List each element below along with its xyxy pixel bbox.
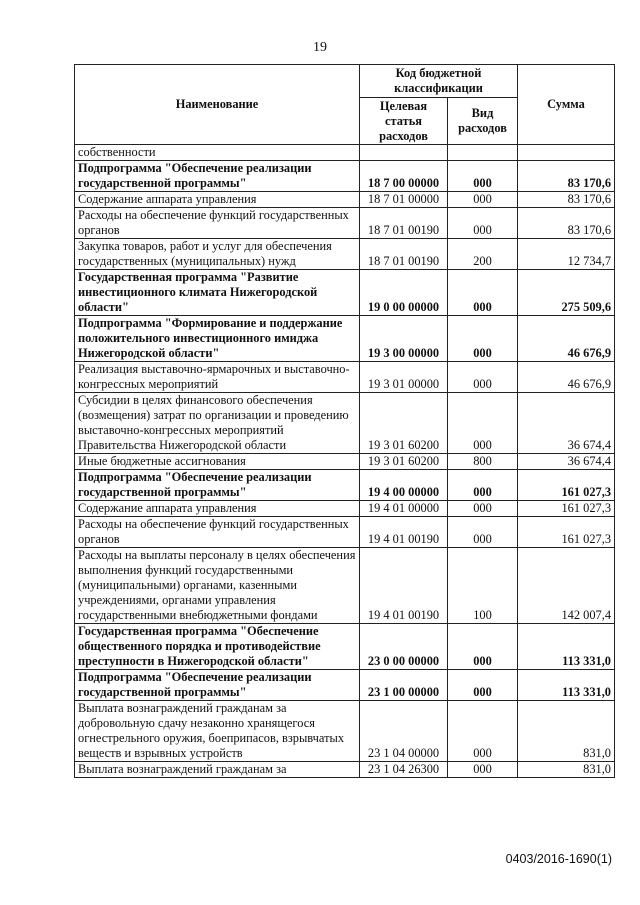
table-row	[75, 454, 615, 470]
row-target-code: 23 1 04 26300	[360, 762, 448, 778]
table-body	[75, 145, 615, 778]
table-row	[75, 316, 615, 362]
row-expense-type: 000	[448, 393, 518, 454]
table-row	[75, 670, 615, 701]
table-row	[75, 548, 615, 624]
row-name: Содержание аппарата управления	[75, 192, 360, 208]
header-classification: Код бюджетной классификации	[360, 65, 518, 98]
row-target-code: 18 7 00 00000	[360, 161, 448, 192]
row-name: Государственная программа "Обеспечение общественного порядка и противодействие преступности в Нижегородской области"	[75, 624, 360, 670]
row-expense-type: 000	[448, 192, 518, 208]
table-header	[75, 65, 615, 145]
table-row	[75, 161, 615, 192]
table-row	[75, 762, 615, 778]
row-target-code: 19 4 01 00190	[360, 548, 448, 624]
row-target-code: 18 7 01 00190	[360, 239, 448, 270]
row-sum: 831,0	[518, 762, 615, 778]
row-name: Содержание аппарата управления	[75, 501, 360, 517]
row-sum: 275 509,6	[518, 270, 615, 316]
budget-table	[74, 64, 615, 778]
table-row	[75, 362, 615, 393]
row-expense-type: 000	[448, 362, 518, 393]
row-sum: 46 676,9	[518, 362, 615, 393]
row-name: собственности	[75, 145, 360, 161]
table-row	[75, 517, 615, 548]
row-expense-type: 000	[448, 762, 518, 778]
header-sum: Сумма	[518, 65, 615, 145]
table-row	[75, 192, 615, 208]
row-name: Подпрограмма "Обеспечение реализации государственной программы"	[75, 670, 360, 701]
row-target-code: 19 3 00 00000	[360, 316, 448, 362]
row-target-code: 19 0 00 00000	[360, 270, 448, 316]
row-name: Выплата вознаграждений гражданам за	[75, 762, 360, 778]
row-sum: 83 170,6	[518, 208, 615, 239]
row-target-code: 19 4 00 00000	[360, 470, 448, 501]
row-expense-type: 100	[448, 548, 518, 624]
row-target-code: 19 4 01 00190	[360, 517, 448, 548]
row-sum: 12 734,7	[518, 239, 615, 270]
row-sum: 831,0	[518, 701, 615, 762]
row-expense-type: 000	[448, 670, 518, 701]
row-sum: 161 027,3	[518, 501, 615, 517]
table-row	[75, 470, 615, 501]
row-name: Выплата вознаграждений гражданам за добровольную сдачу незаконно хранящегося огнестрельного оружия, боеприпасов, взрывчатых веществ и взрывных устройств	[75, 701, 360, 762]
row-target-code	[360, 145, 448, 161]
page-number: 19	[313, 40, 327, 55]
row-sum: 83 170,6	[518, 192, 615, 208]
row-expense-type: 000	[448, 316, 518, 362]
row-expense-type: 000	[448, 624, 518, 670]
row-target-code: 19 3 01 60200	[360, 454, 448, 470]
table-row	[75, 701, 615, 762]
table-row	[75, 501, 615, 517]
row-name: Расходы на обеспечение функций государственных органов	[75, 517, 360, 548]
row-name: Подпрограмма "Обеспечение реализации государственной программы"	[75, 161, 360, 192]
row-target-code: 19 3 01 00000	[360, 362, 448, 393]
row-name: Иные бюджетные ассигнования	[75, 454, 360, 470]
header-name: Наименование	[75, 65, 360, 145]
row-target-code: 18 7 01 00000	[360, 192, 448, 208]
row-expense-type: 800	[448, 454, 518, 470]
row-sum: 83 170,6	[518, 161, 615, 192]
row-sum: 36 674,4	[518, 454, 615, 470]
row-expense-type: 000	[448, 701, 518, 762]
row-expense-type: 000	[448, 208, 518, 239]
row-name: Государственная программа "Развитие инвестиционного климата Нижегородской области"	[75, 270, 360, 316]
row-expense-type: 000	[448, 501, 518, 517]
document-code: 0403/2016-1690(1)	[505, 852, 612, 866]
row-target-code: 23 0 00 00000	[360, 624, 448, 670]
table-row	[75, 208, 615, 239]
row-sum: 161 027,3	[518, 517, 615, 548]
row-name: Расходы на выплаты персоналу в целях обеспечения выполнения функций государственными (муниципальными) органами, казенными учреждениями, органами управления государственными внебюджетными фондами	[75, 548, 360, 624]
row-expense-type: 200	[448, 239, 518, 270]
row-name: Реализация выставочно-ярмарочных и выставочно-конгрессных мероприятий	[75, 362, 360, 393]
row-target-code: 19 4 01 00000	[360, 501, 448, 517]
row-expense-type: 000	[448, 517, 518, 548]
row-sum: 161 027,3	[518, 470, 615, 501]
table-row	[75, 624, 615, 670]
row-name: Субсидии в целях финансового обеспечения (возмещения) затрат по организации и проведению выставочно-конгрессных мероприятий Правительства Нижегородской области	[75, 393, 360, 454]
row-expense-type: 000	[448, 470, 518, 501]
row-target-code: 23 1 00 00000	[360, 670, 448, 701]
row-target-code: 18 7 01 00190	[360, 208, 448, 239]
row-sum	[518, 145, 615, 161]
row-expense-type: 000	[448, 161, 518, 192]
row-expense-type: 000	[448, 270, 518, 316]
table-row	[75, 145, 615, 161]
row-name: Подпрограмма "Формирование и поддержание положительного инвестиционного имиджа Нижегородской области"	[75, 316, 360, 362]
row-sum: 142 007,4	[518, 548, 615, 624]
row-sum: 36 674,4	[518, 393, 615, 454]
row-sum: 46 676,9	[518, 316, 615, 362]
row-expense-type	[448, 145, 518, 161]
row-target-code: 23 1 04 00000	[360, 701, 448, 762]
row-target-code: 19 3 01 60200	[360, 393, 448, 454]
row-name: Подпрограмма "Обеспечение реализации государственной программы"	[75, 470, 360, 501]
table-row	[75, 393, 615, 454]
row-sum: 113 331,0	[518, 670, 615, 701]
header-target-article: Целевая статья расходов	[360, 98, 448, 145]
row-name: Закупка товаров, работ и услуг для обеспечения государственных (муниципальных) нужд	[75, 239, 360, 270]
table-row	[75, 239, 615, 270]
header-expense-type: Вид расходов	[448, 98, 518, 145]
row-sum: 113 331,0	[518, 624, 615, 670]
row-name: Расходы на обеспечение функций государственных органов	[75, 208, 360, 239]
table-row	[75, 270, 615, 316]
